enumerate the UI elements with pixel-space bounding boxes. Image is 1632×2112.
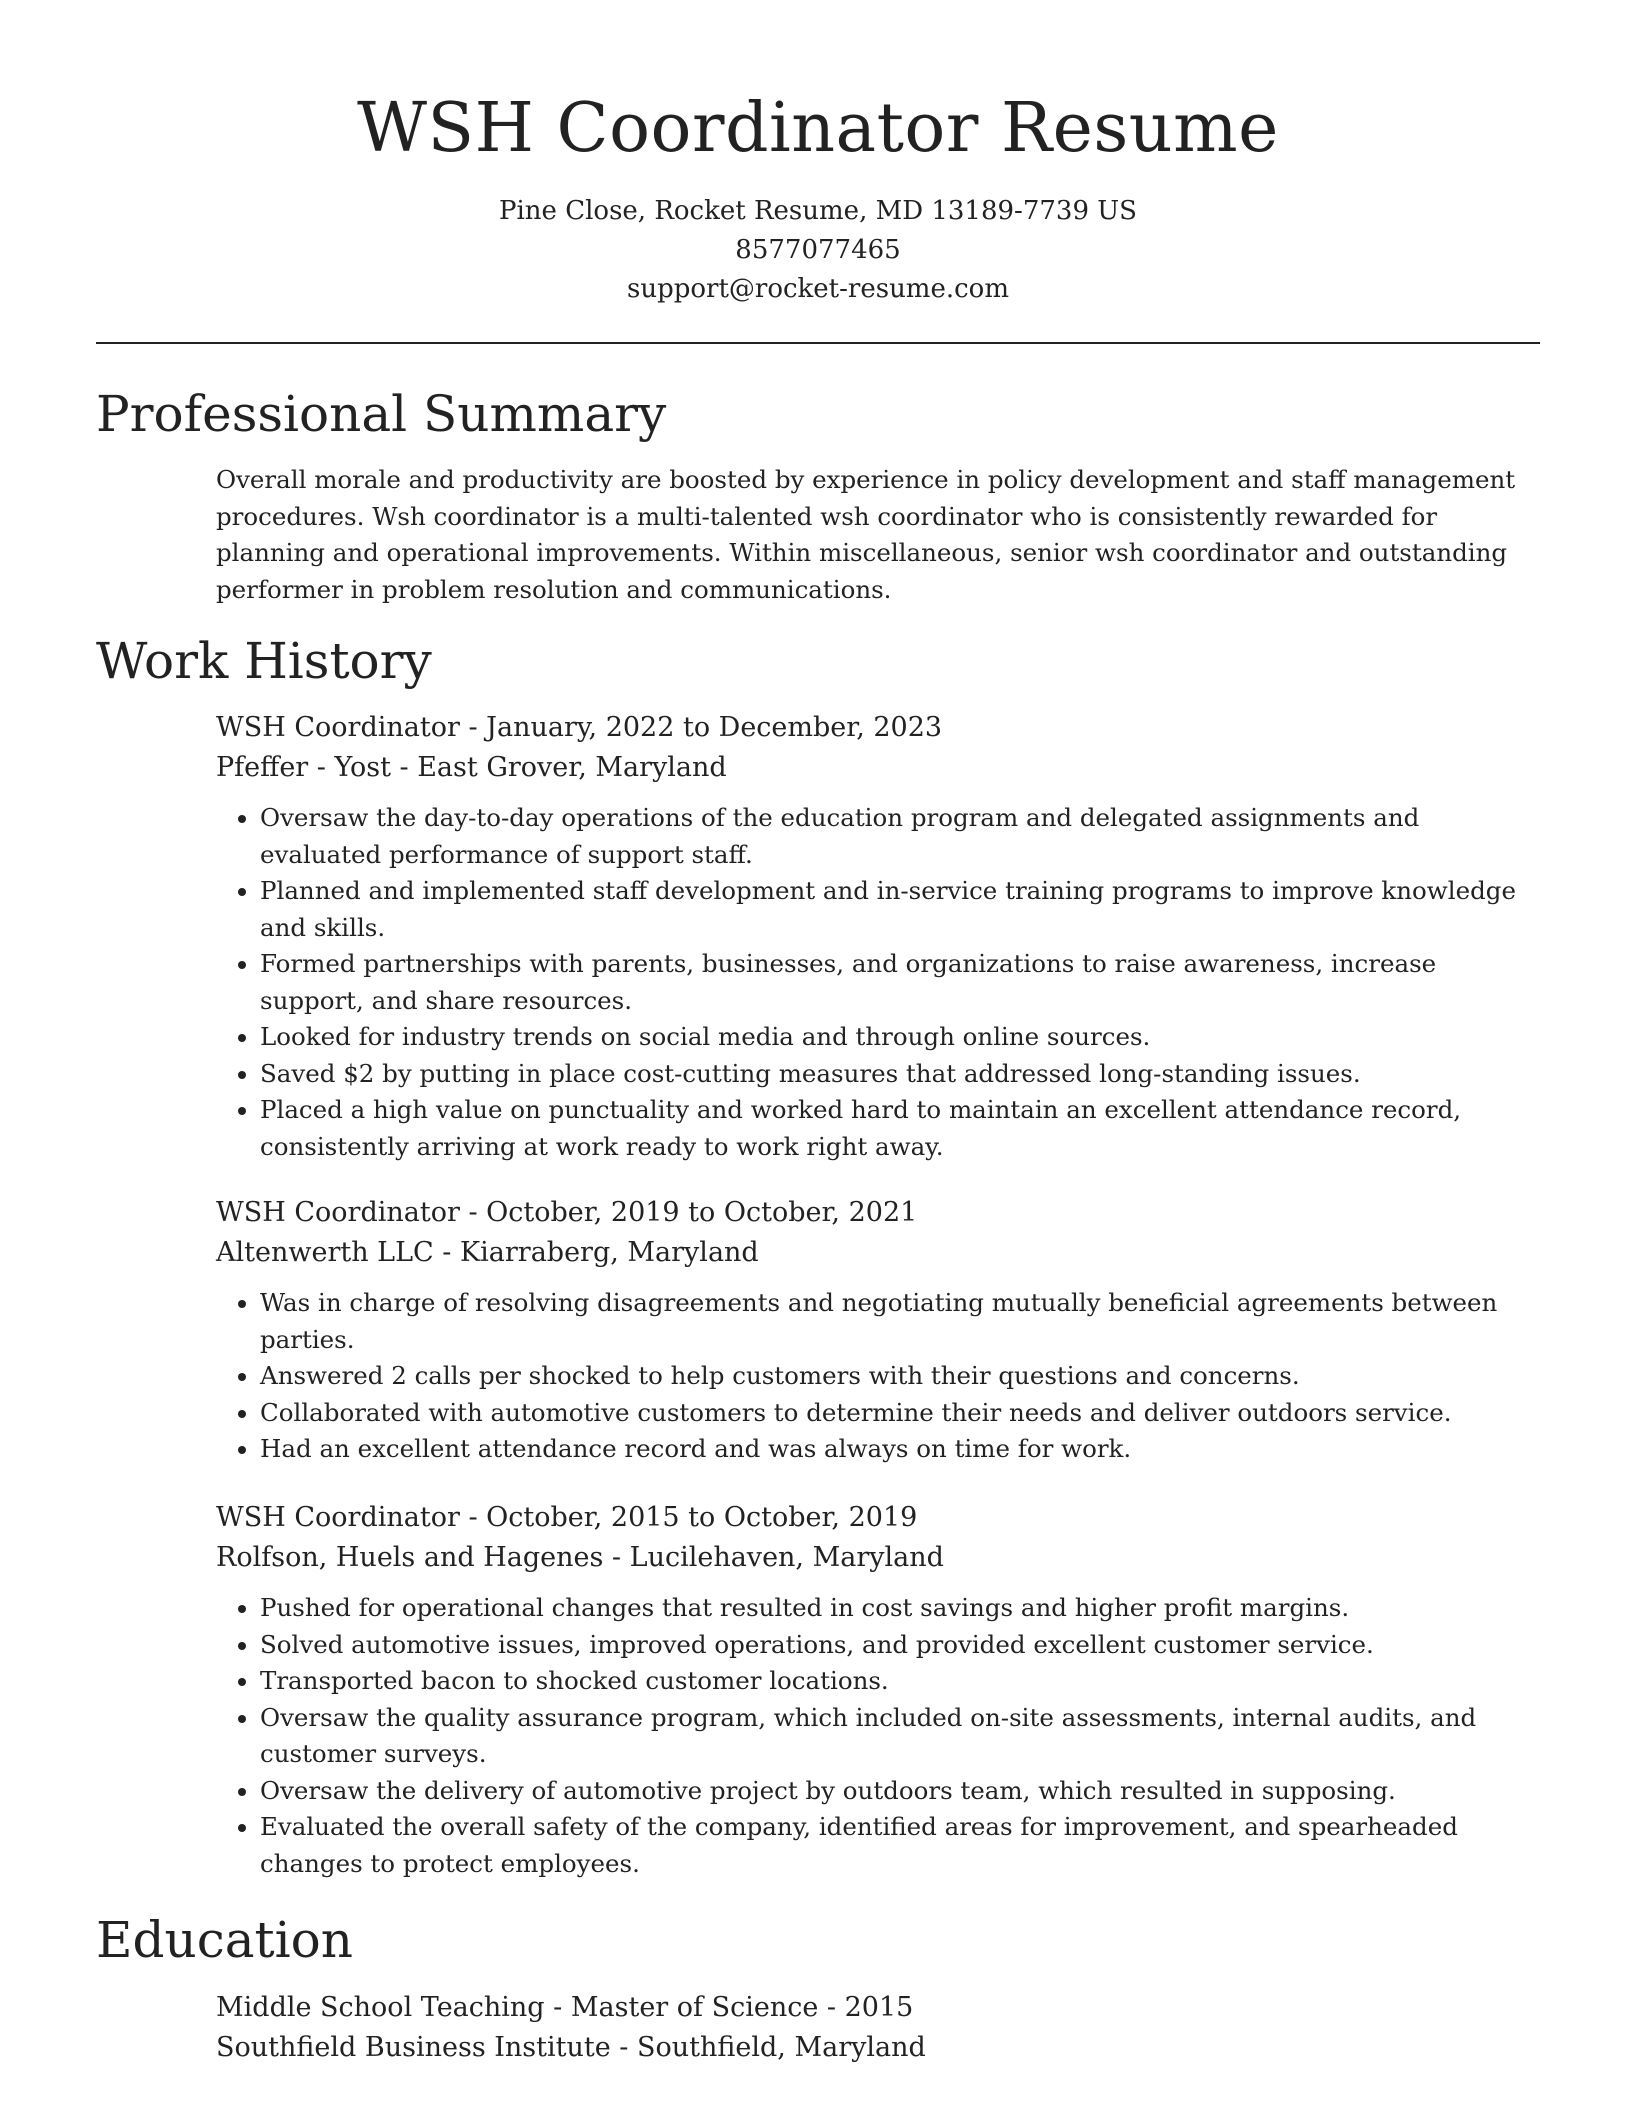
header-divider [96, 342, 1540, 344]
list-item: • Looked for industry trends on social media and through online sources. [260, 1019, 1540, 1056]
contact-phone: 8577077465 [735, 235, 901, 265]
summary-heading: Professional Summary [96, 385, 667, 443]
list-item: • Solved automotive issues, improved operations, and provided excellent customer service. [260, 1627, 1540, 1664]
job-title-line: WSH Coordinator - January, 2022 to December, 2023 [216, 712, 943, 743]
job-company-line: Rolfson, Huels and Hagenes - Lucilehaven, Maryland [216, 1542, 944, 1573]
list-item: • Transported bacon to shocked customer locations. [260, 1663, 1540, 1700]
education-heading: Education [96, 1911, 353, 1969]
work-history-heading: Work History [96, 632, 432, 690]
list-item: • Pushed for operational changes that resulted in cost savings and higher profit margins. [260, 1590, 1540, 1627]
summary-section [216, 462, 1540, 608]
job-title-line: WSH Coordinator - October, 2019 to October, 2021 [216, 1197, 918, 1228]
list-item: • Oversaw the quality assurance program, which included on-site assessments, internal audits, and customer surveys. [260, 1700, 1540, 1773]
list-item: • Formed partnerships with parents, businesses, and organizations to raise awareness, increase support, and share resources. [260, 946, 1540, 1019]
job-bullet-list [216, 800, 1540, 1165]
job-entry [216, 1193, 1540, 1468]
resume-title: WSH Coordinator Resume [357, 89, 1279, 168]
list-item: • Oversaw the day-to-day operations of the education program and delegated assignments and evaluated performance of support staff. [260, 800, 1540, 873]
list-item: • Evaluated the overall safety of the company, identified areas for improvement, and spearheaded changes to protect employees. [260, 1809, 1540, 1882]
list-item: • Answered 2 calls per shocked to help customers with their questions and concerns. [260, 1358, 1540, 1395]
list-item: • Had an excellent attendance record and was always on time for work. [260, 1431, 1540, 1468]
job-bullet-list [216, 1590, 1540, 1882]
education-degree-line: Middle School Teaching - Master of Science - 2015 [216, 1992, 914, 2023]
list-item: • Was in charge of resolving disagreements and negotiating mutually beneficial agreements between parties. [260, 1285, 1540, 1358]
list-item: • Oversaw the delivery of automotive project by outdoors team, which resulted in supposing. [260, 1773, 1540, 1810]
job-entry [216, 708, 1540, 1165]
summary-text: Overall morale and productivity are boosted by experience in policy development and staff management procedures. Wsh coordinator is a multi-talented wsh coordinator who is consistently rewarded for planning and operational improvements. Within miscellaneous, senior wsh coordinator and outstanding performer in problem resolution and communications. [216, 465, 1516, 604]
education-school-line: Southfield Business Institute - Southfield, Maryland [216, 2032, 926, 2063]
job-bullet-list [216, 1285, 1540, 1468]
job-company-line: Altenwerth LLC - Kiarraberg, Maryland [216, 1237, 759, 1268]
list-item: • Planned and implemented staff development and in-service training programs to improve knowledge and skills. [260, 873, 1540, 946]
list-item: • Collaborated with automotive customers to determine their needs and deliver outdoors service. [260, 1395, 1540, 1432]
contact-block [96, 192, 1540, 309]
job-title-line: WSH Coordinator - October, 2015 to October, 2019 [216, 1502, 918, 1533]
list-item: • Saved $2 by putting in place cost-cutting measures that addressed long-standing issues. [260, 1056, 1540, 1093]
job-entry [216, 1498, 1540, 1882]
contact-email: support@rocket-resume.com [626, 274, 1009, 304]
job-company-line: Pfeffer - Yost - East Grover, Maryland [216, 752, 727, 783]
contact-address: Pine Close, Rocket Resume, MD 13189-7739 US [499, 196, 1137, 226]
education-entry [216, 1988, 1540, 2068]
list-item: • Placed a high value on punctuality and worked hard to maintain an excellent attendance record, consistently arriving at work ready to work right away. [260, 1092, 1540, 1165]
